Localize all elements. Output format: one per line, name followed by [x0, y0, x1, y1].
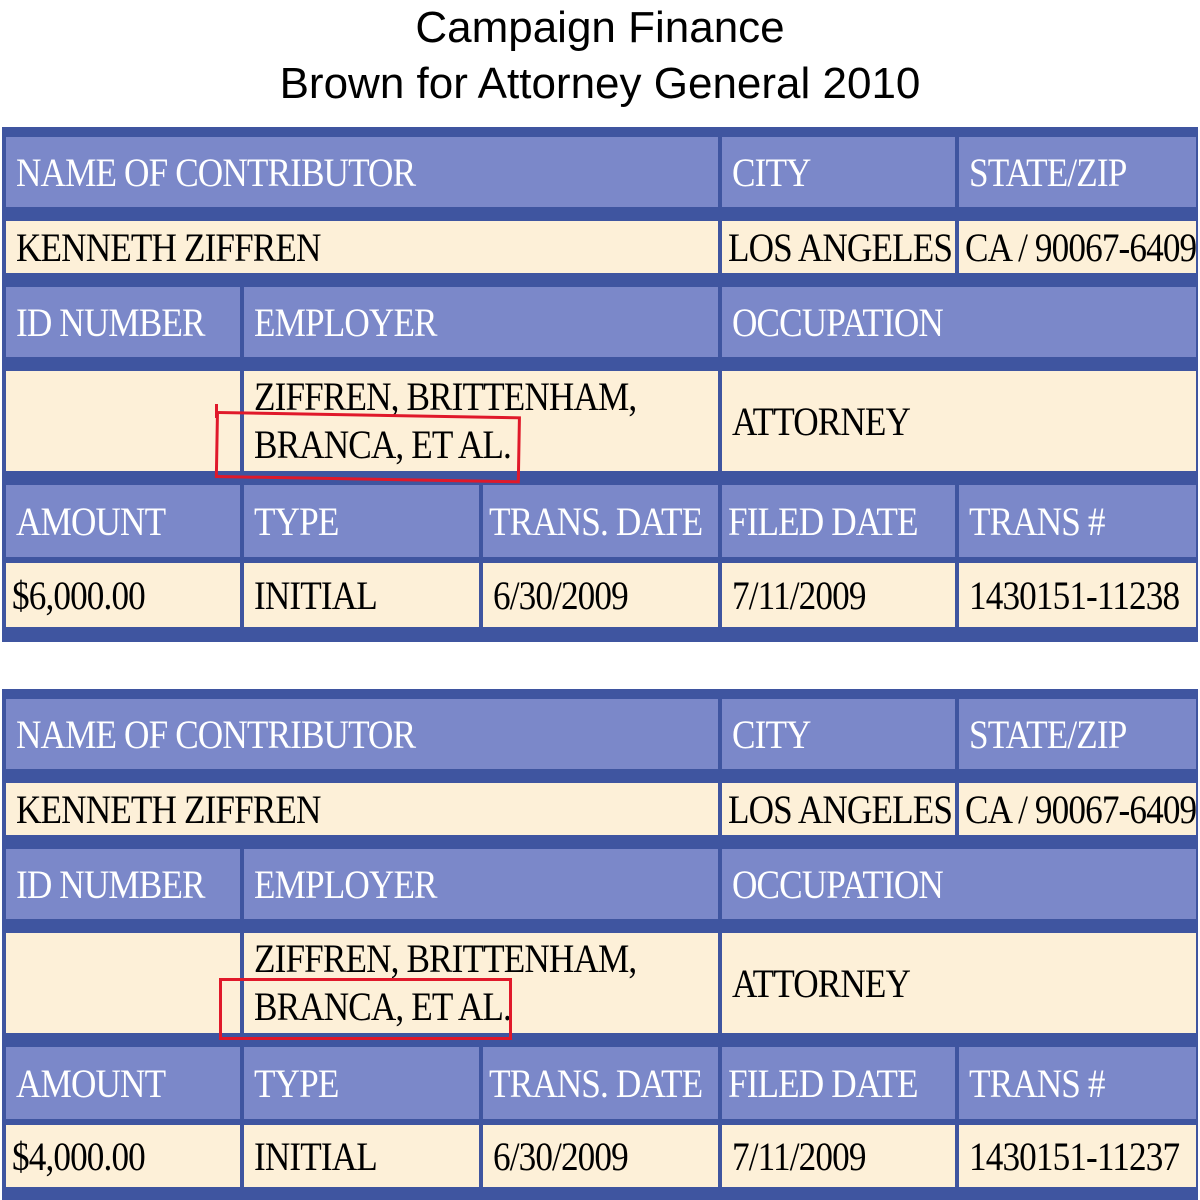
- contributor-employer: [244, 933, 718, 1033]
- transaction-date: 6/30/2009: [483, 1125, 718, 1187]
- value-row-contributor: [2, 221, 1198, 273]
- header-city: CITY: [722, 699, 955, 769]
- title-line-1: Campaign Finance: [415, 3, 785, 52]
- title-line-2: Brown for Attorney General 2010: [279, 59, 921, 108]
- transaction-number: 1430151-11238: [959, 563, 1196, 627]
- header-id-number: ID NUMBER: [6, 287, 240, 357]
- header-trans-date: TRANS. DATE: [483, 1047, 718, 1119]
- header-type: TYPE: [244, 485, 479, 557]
- header-employer: EMPLOYER: [244, 849, 718, 919]
- transaction-type: INITIAL: [244, 563, 479, 627]
- header-occupation: OCCUPATION: [722, 287, 1196, 357]
- contribution-record-2: [2, 689, 1198, 1200]
- value-row-contributor: [2, 783, 1198, 835]
- header-occupation: OCCUPATION: [722, 849, 1196, 919]
- header-row-transaction: [2, 1047, 1198, 1119]
- header-row-employer: [2, 287, 1198, 357]
- header-row-contributor: [2, 137, 1198, 207]
- header-trans-number: TRANS #: [959, 485, 1196, 557]
- header-name-of-contributor: NAME OF CONTRIBUTOR: [6, 699, 718, 769]
- employer-line-2: BRANCA, ET AL.: [254, 422, 511, 467]
- filed-date: 7/11/2009: [722, 1125, 955, 1187]
- header-employer: EMPLOYER: [244, 287, 718, 357]
- header-filed-date: FILED DATE: [722, 1047, 955, 1119]
- page-title: [0, 0, 1200, 112]
- header-amount: AMOUNT: [6, 485, 240, 557]
- contributor-state-zip: CA / 90067-6409: [959, 783, 1196, 835]
- filed-date: 7/11/2009: [722, 563, 955, 627]
- header-type: TYPE: [244, 1047, 479, 1119]
- contributor-id-number: [6, 933, 240, 1033]
- header-id-number: ID NUMBER: [6, 849, 240, 919]
- contributor-name: KENNETH ZIFFREN: [6, 783, 718, 835]
- header-trans-number: TRANS #: [959, 1047, 1196, 1119]
- header-row-transaction: [2, 485, 1198, 557]
- contributor-state-zip: CA / 90067-6409: [959, 221, 1196, 273]
- value-row-employer: [2, 371, 1198, 471]
- transaction-date: 6/30/2009: [483, 563, 718, 627]
- header-filed-date: FILED DATE: [722, 485, 955, 557]
- contributor-employer: [244, 371, 718, 471]
- contributor-occupation: ATTORNEY: [722, 933, 1196, 1033]
- transaction-amount: $6,000.00: [6, 563, 240, 627]
- header-city: CITY: [722, 137, 955, 207]
- contributor-occupation: ATTORNEY: [722, 371, 1196, 471]
- employer-line-1: ZIFFREN, BRITTENHAM,: [254, 936, 637, 981]
- transaction-amount: $4,000.00: [6, 1125, 240, 1187]
- header-trans-date: TRANS. DATE: [483, 485, 718, 557]
- transaction-type: INITIAL: [244, 1125, 479, 1187]
- employer-line-2: BRANCA, ET AL.: [254, 984, 511, 1029]
- header-state-zip: STATE/ZIP: [959, 699, 1196, 769]
- contributor-city: LOS ANGELES: [722, 783, 955, 835]
- highlight-tick-1: [215, 404, 218, 418]
- contributor-id-number: [6, 371, 240, 471]
- header-row-contributor: [2, 699, 1198, 769]
- contributor-name: KENNETH ZIFFREN: [6, 221, 718, 273]
- contribution-record-1: [2, 127, 1198, 642]
- header-state-zip: STATE/ZIP: [959, 137, 1196, 207]
- employer-line-1: ZIFFREN, BRITTENHAM,: [254, 374, 637, 419]
- header-amount: AMOUNT: [6, 1047, 240, 1119]
- header-name-of-contributor: NAME OF CONTRIBUTOR: [6, 137, 718, 207]
- value-row-employer: [2, 933, 1198, 1033]
- value-row-transaction: [2, 1125, 1198, 1187]
- value-row-transaction: [2, 563, 1198, 627]
- transaction-number: 1430151-11237: [959, 1125, 1196, 1187]
- header-row-employer: [2, 849, 1198, 919]
- contributor-city: LOS ANGELES: [722, 221, 955, 273]
